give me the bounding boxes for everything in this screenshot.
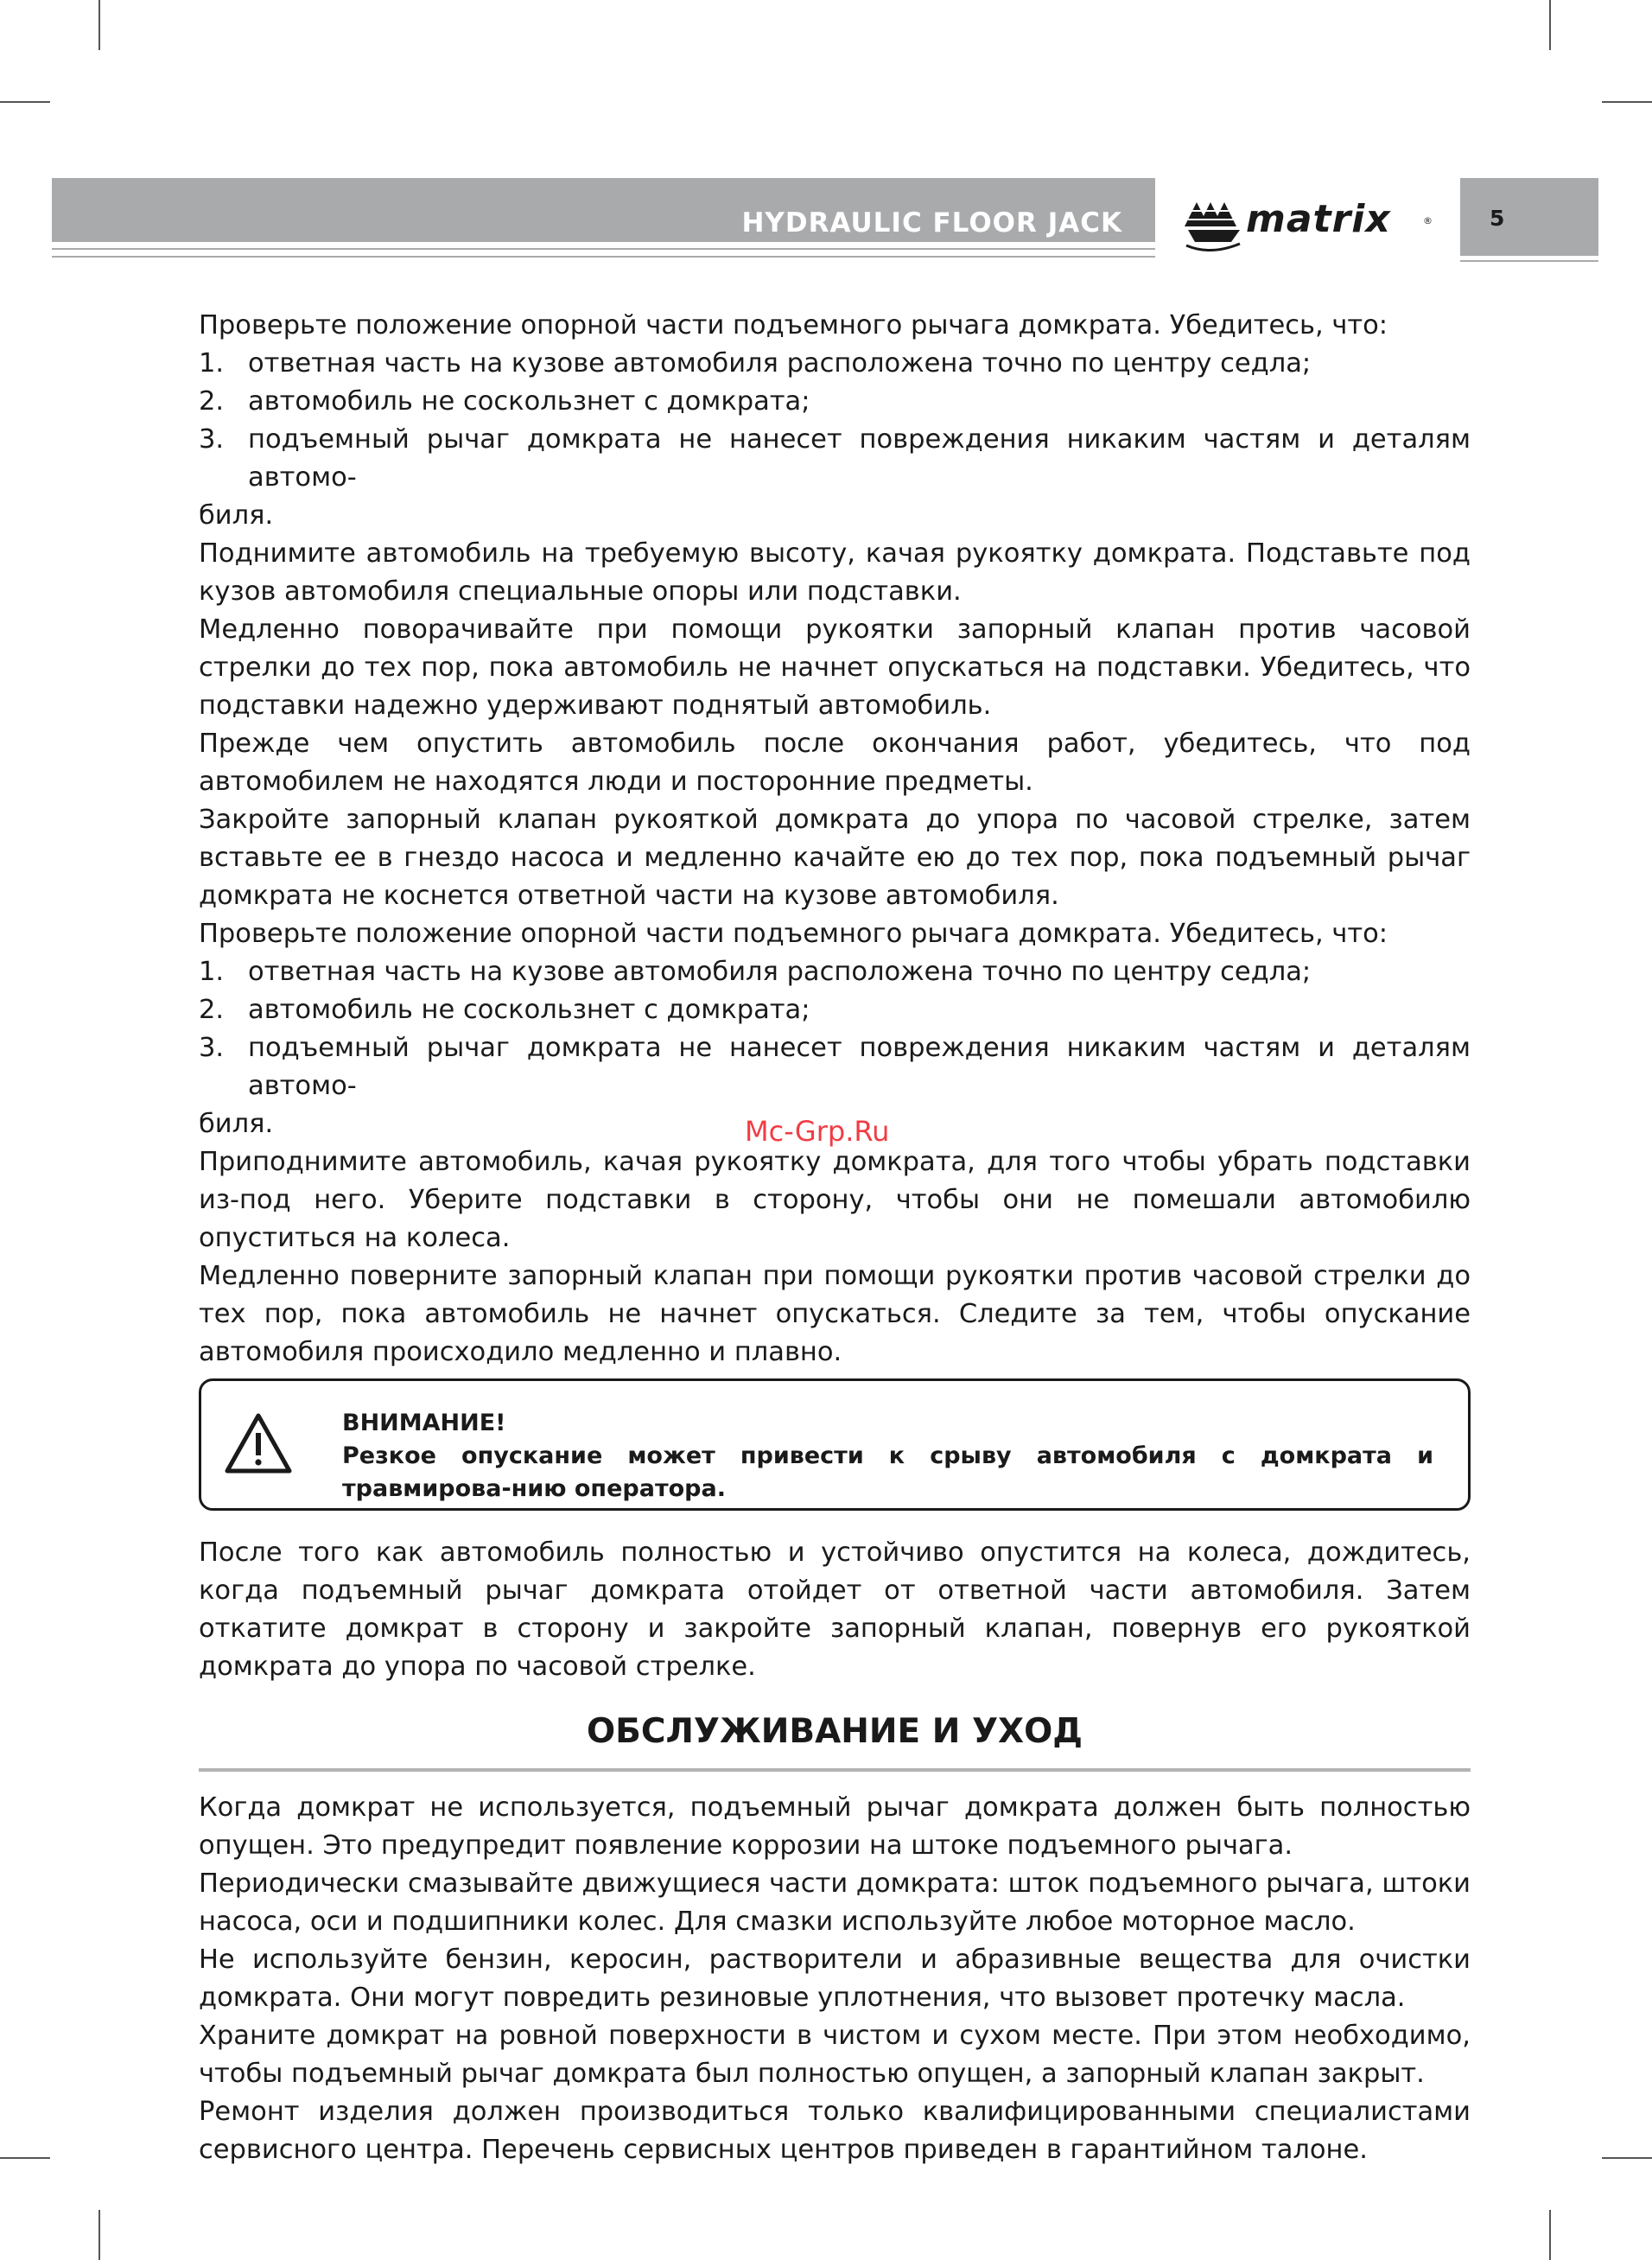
- header-rule: [52, 256, 1155, 258]
- header-rule: [52, 248, 1155, 250]
- list-item: [199, 1029, 1471, 1105]
- matrix-logo-icon: [1179, 194, 1245, 254]
- crop-mark: [0, 2157, 50, 2159]
- crop-mark: [1602, 2157, 1652, 2159]
- section-divider: [199, 1768, 1471, 1772]
- paragraph: биля.: [199, 500, 274, 531]
- warning-triangle-icon: [224, 1412, 293, 1474]
- main-content: [199, 307, 1471, 2169]
- list-item-number: 1.: [199, 348, 225, 379]
- list-item-number: 1.: [199, 957, 225, 987]
- list-item-text: подъемный рычаг домкрата не нанесет повреждения никаким частям и деталям автомо-: [248, 424, 1471, 493]
- paragraph: Поднимите автомобиль на требуемую высоту, качая рукоятку домкрата. Подставьте под кузов автомобиля специальные опоры или подставки.: [199, 538, 1471, 607]
- list-item: [199, 953, 1471, 991]
- page-number-box: [1460, 178, 1598, 256]
- header-title: HYDRAULIC FLOOR JACK: [741, 207, 1122, 239]
- paragraph: Не используйте бензин, керосин, растворители и абразивные вещества для очистки домкрата. Они могут повредить резиновые уплотнения, что вызовет протечку масла.: [199, 1945, 1471, 2013]
- crop-mark: [98, 2210, 100, 2260]
- list-item: [199, 991, 1471, 1029]
- warning-title: ВНИМАНИЕ!: [342, 1410, 506, 1436]
- list-item-text: подъемный рычаг домкрата не нанесет повреждения никаким частям и деталям автомо-: [248, 1033, 1471, 1101]
- paragraph: Ремонт изделия должен производиться только квалифицированными специалистами сервисного центра. Перечень сервисных центров приведен в гарантийном талоне.: [199, 2097, 1471, 2165]
- page-number: 5: [1490, 206, 1505, 231]
- list-item-text: ответная часть на кузове автомобиля расположена точно по центру седла;: [248, 957, 1312, 987]
- paragraph: Храните домкрат на ровной поверхности в чистом и сухом месте. При этом необходимо, чтобы подъемный рычаг домкрата был полностью опущен, а запорный клапан закрыт.: [199, 2021, 1471, 2089]
- paragraph: Закройте запорный клапан рукояткой домкрата до упора по часовой стрелке, затем вставьте ее в гнездо насоса и медленно качайте ею до тех пор, пока подъемный рычаг домкрата не коснется ответной части на кузове автомобиля.: [199, 805, 1471, 911]
- brand-name: matrix: [1246, 197, 1391, 241]
- list-item-text: автомобиль не соскользнет с домкрата;: [248, 386, 810, 417]
- list-item-number: 2.: [199, 386, 225, 417]
- paragraph: Прежде чем опустить автомобиль после окончания работ, убедитесь, что под автомобилем не находятся люди и посторонние предметы.: [199, 729, 1471, 797]
- paragraph: Проверьте положение опорной части подъемного рычага домкрата. Убедитесь, что:: [199, 310, 1388, 341]
- list-item-number: 3.: [199, 1033, 225, 1063]
- paragraph: биля.: [199, 1109, 274, 1139]
- instruction-blocks: [199, 307, 1471, 1372]
- crop-mark: [1602, 101, 1652, 103]
- list-item-number: 3.: [199, 424, 225, 455]
- matrix-logo: [1179, 194, 1433, 254]
- list-item: [199, 421, 1471, 497]
- list-item-text: автомобиль не соскользнет с домкрата;: [248, 995, 810, 1025]
- crop-mark: [1549, 0, 1551, 50]
- registered-mark: ®: [1423, 215, 1433, 226]
- paragraph: Когда домкрат не используется, подъемный рычаг домкрата должен быть полностью опущен. Это предупредит появление коррозии на штоке подъемного рычага.: [199, 1792, 1471, 1861]
- section-paragraphs: [199, 1789, 1471, 2169]
- paragraph: Медленно поверните запорный клапан при помощи рукоятки против часовой стрелки до тех пор, пока автомобиль не начнет опускаться. Следите за тем, чтобы опускание автомобиля происходило медленно и плавно.: [199, 1261, 1471, 1367]
- paragraph: После того как автомобиль полностью и устойчиво опустится на колеса, дождитесь, когда подъемный рычаг домкрата отойдет от ответной части автомобиля. Затем откатите домкрат в сторону и закройте запорный клапан, повернув его рукояткой домкрата до упора по часовой стрелке.: [199, 1537, 1471, 1682]
- paragraph: Проверьте положение опорной части подъемного рычага домкрата. Убедитесь, что:: [199, 919, 1388, 949]
- warning-body: Резкое опускание может привести к срыву автомобиля с домкрата и травмирова-нию оператора.: [342, 1442, 1433, 1502]
- list-item: [199, 345, 1471, 383]
- watermark: Mc-Grp.Ru: [745, 1115, 890, 1148]
- crop-mark: [98, 0, 100, 50]
- paragraph: Приподнимите автомобиль, качая рукоятку домкрата, для того чтобы убрать подставки из-под него. Уберите подставки в сторону, чтобы они не помешали автомобилю опуститься на колеса.: [199, 1147, 1471, 1253]
- list-item: [199, 383, 1471, 421]
- paragraph: Медленно поворачивайте при помощи рукоятки запорный клапан против часовой стрелки до тех пор, пока автомобиль не начнет опускаться на подставки. Убедитесь, что подставки надежно удерживают поднятый автомобиль.: [199, 614, 1471, 721]
- section-title: ОБСЛУЖИВАНИЕ И УХОД: [587, 1712, 1083, 1751]
- paragraph: Периодически смазывайте движущиеся части домкрата: шток подъемного рычага, штоки насоса, оси и подшипники колес. Для смазки используйте любое моторное масло.: [199, 1868, 1471, 1937]
- header-rule: [1460, 260, 1598, 262]
- warning-text: [342, 1407, 1433, 1506]
- list-item-text: ответная часть на кузове автомобиля расположена точно по центру седла;: [248, 348, 1312, 379]
- warning-box: [199, 1378, 1471, 1511]
- crop-mark: [0, 101, 50, 103]
- list-item-number: 2.: [199, 995, 225, 1025]
- header-bar: [52, 178, 1155, 242]
- crop-mark: [1549, 2210, 1551, 2260]
